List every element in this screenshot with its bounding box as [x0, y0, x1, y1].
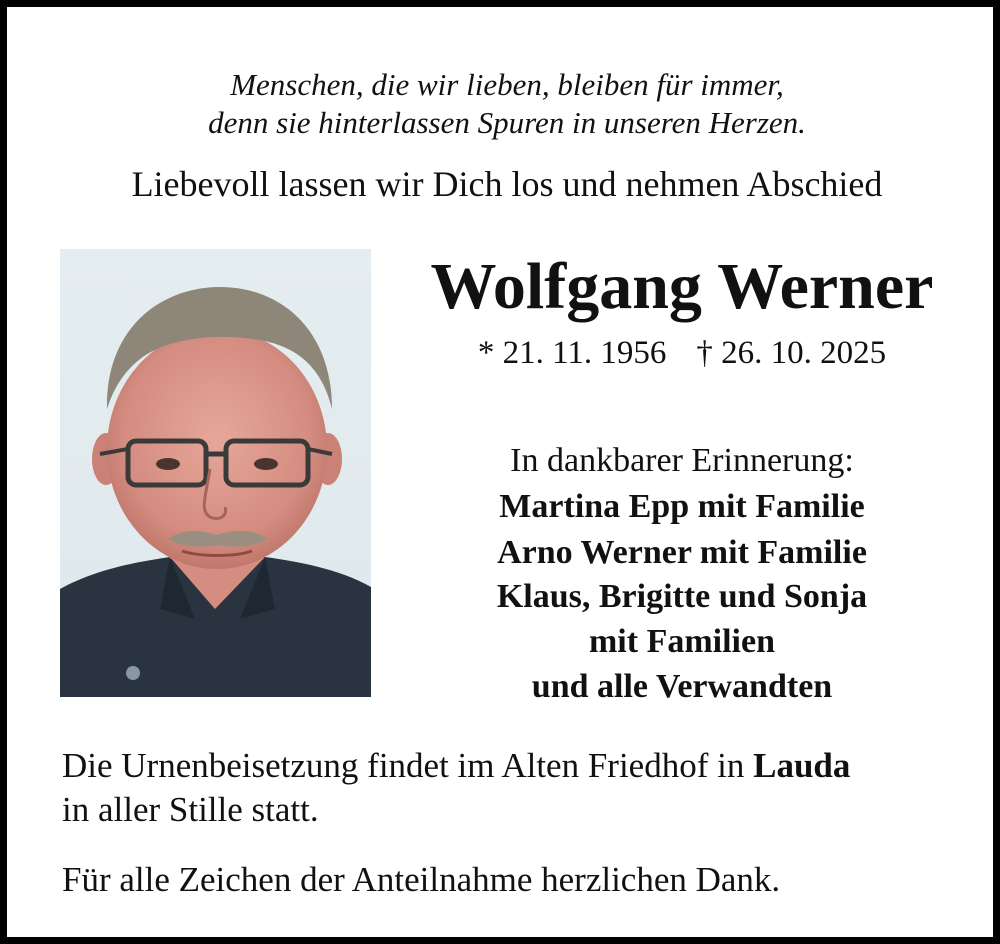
- burial-notice-line-2: in aller Stille statt.: [62, 790, 319, 829]
- birth-date: * 21. 11. 1956: [477, 335, 667, 371]
- mourner-line: mit Familien: [588, 623, 776, 660]
- life-dates: [412, 333, 952, 373]
- portrait-photo: [60, 249, 371, 697]
- death-date: † 26. 10. 2025: [696, 335, 887, 371]
- mourner-line: und alle Verwandten: [531, 668, 833, 705]
- mourners-intro: In dankbarer Erinnerung:: [510, 442, 854, 479]
- quote-line-2: denn sie hinterlassen Spuren in unseren Herzen.: [208, 105, 806, 140]
- farewell-line: Liebevoll lassen wir Dich los und nehmen Abschied: [131, 164, 883, 204]
- burial-place: Lauda: [753, 746, 851, 785]
- quote-line-1: Menschen, die wir lieben, bleiben für immer,: [230, 67, 784, 102]
- burial-notice: [62, 745, 850, 787]
- mourner-line: Martina Epp mit Familie: [499, 488, 865, 525]
- mourner-line: Arno Werner mit Familie: [497, 534, 867, 571]
- thanks-line: Für alle Zeichen der Anteilnahme herzlichen Dank.: [62, 860, 781, 899]
- burial-text: Die Urnenbeisetzung findet im Alten Friedhof in: [62, 746, 754, 785]
- mourner-line: Klaus, Brigitte und Sonja: [496, 578, 868, 615]
- deceased-name: Wolfgang Werner: [430, 250, 934, 323]
